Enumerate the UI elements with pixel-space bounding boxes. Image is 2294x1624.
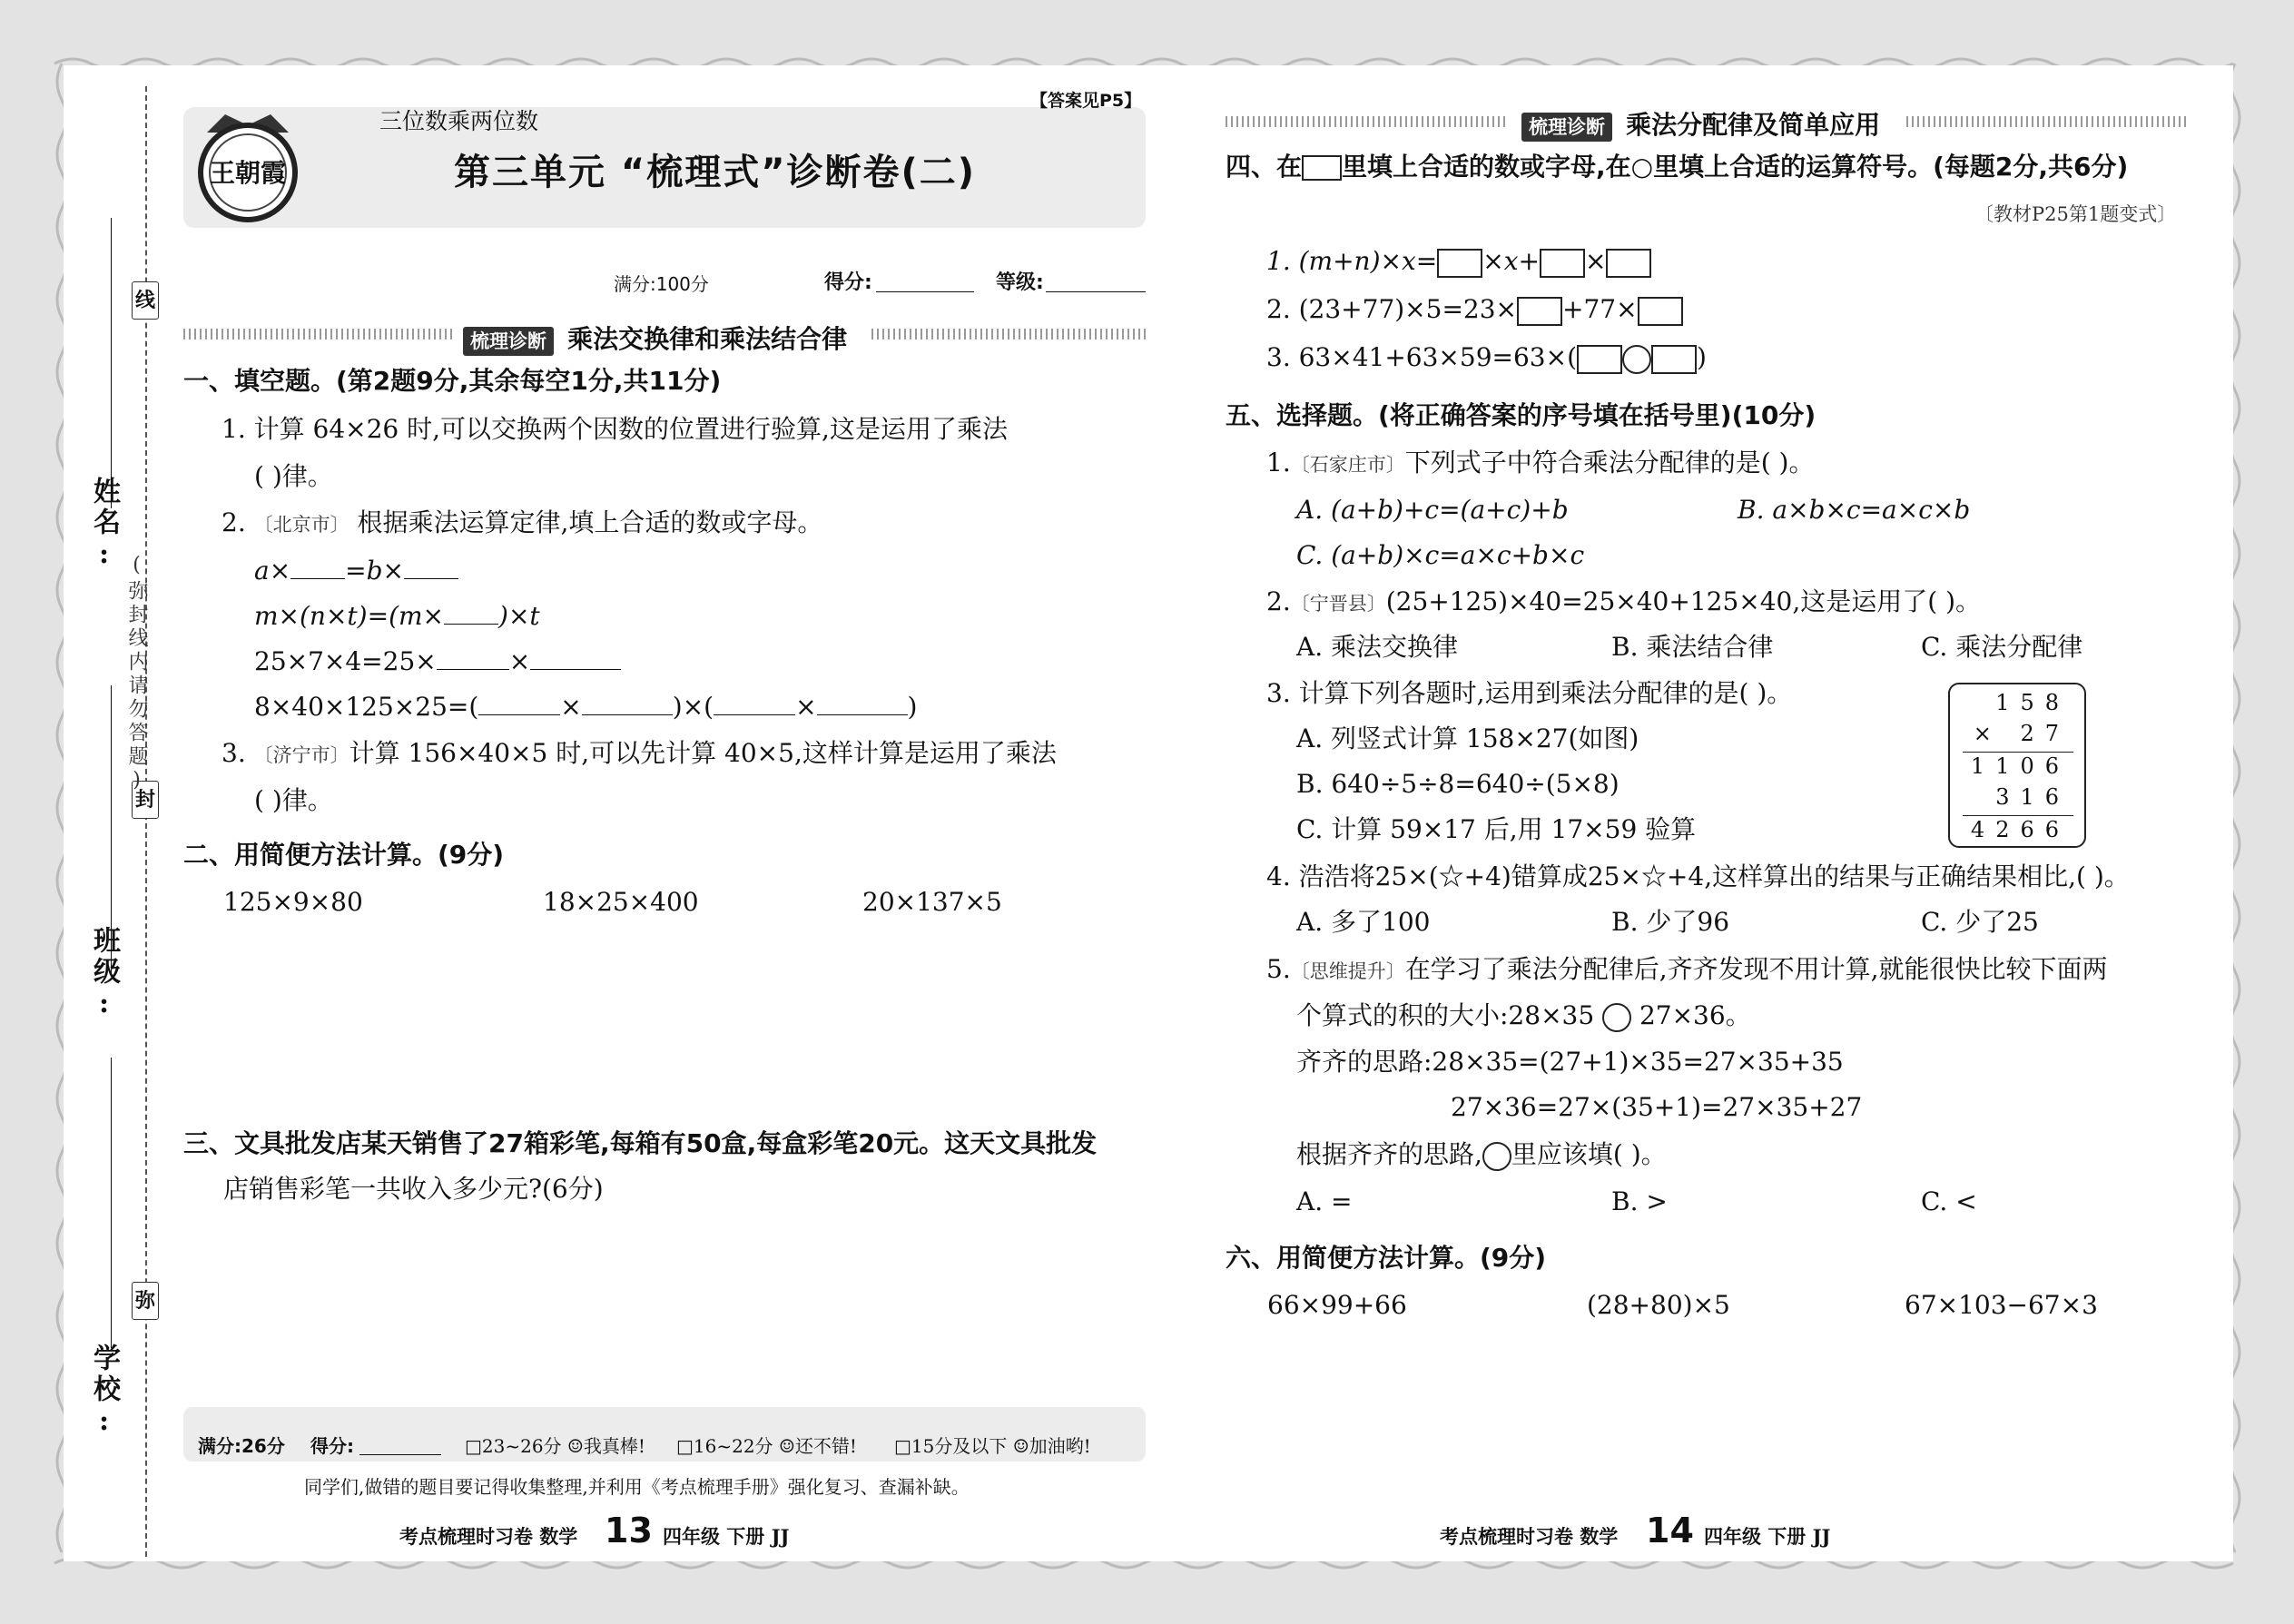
q1-2-number: 2. <box>222 507 246 537</box>
q5-1-source: 〔石家庄市〕 <box>1290 454 1405 476</box>
svg-text:王朝霞: 王朝霞 <box>209 158 287 188</box>
score-field[interactable] <box>876 291 974 292</box>
q5-2-option-a[interactable]: A. 乘法交换律 <box>1296 632 1459 662</box>
footer-left-a: 考点梳理时习卷 数学 <box>399 1525 578 1548</box>
q5-3-option-c[interactable]: C. 计算 59×17 后,用 17×59 验算 <box>1296 814 1697 844</box>
page-number-left: 13 <box>605 1511 653 1550</box>
bar-option-1[interactable] <box>465 1432 645 1458</box>
q6-item-3: 67×103−67×3 <box>1905 1290 2098 1320</box>
answer-box[interactable] <box>1540 249 1585 278</box>
q5-5-line-c: 齐齐的思路:28×35=(27+1)×35=27×35+35 <box>1296 1047 1844 1077</box>
blank[interactable] <box>437 645 509 670</box>
q2-title: 二、用简便方法计算。(9分) <box>183 840 505 870</box>
formula-part: )×( <box>672 692 714 722</box>
q5-5-e1: 根据齐齐的思路, <box>1296 1139 1482 1169</box>
answer-box[interactable] <box>1577 345 1622 374</box>
q6-title: 六、用简便方法计算。(9分) <box>1226 1243 1547 1273</box>
blank[interactable] <box>714 690 795 715</box>
vertical-calculation <box>1948 683 2086 848</box>
q5-5-b2: 27×36。 <box>1639 1000 1751 1030</box>
q5-1: 1.〔石家庄市〕下列式子中符合乘法分配律的是( )。 <box>1266 448 1815 477</box>
exam-paper <box>64 65 2233 1561</box>
q5-4-option-b[interactable]: B. 少了96 <box>1611 907 1730 937</box>
q5-3-option-a[interactable]: A. 列竖式计算 158×27(如图) <box>1296 723 1639 753</box>
q5-2: 2.〔宁晋县〕(25+125)×40=25×40+125×40,这是运用了( )。 <box>1266 586 1982 616</box>
calc-row: 316 <box>1995 784 2070 810</box>
q4-source: 〔教材P25第1题变式〕 <box>1974 203 2177 225</box>
q4-3 <box>1266 341 1707 374</box>
q1-3-line-b: ( )律。 <box>254 785 333 815</box>
blank[interactable] <box>290 554 345 579</box>
q5-5-line-a: 5.〔思维提升〕在学习了乘法分配律后,齐齐发现不用计算,就能很快比较下面两 <box>1266 954 2108 984</box>
blank[interactable] <box>582 690 673 715</box>
name-label: 姓名: <box>88 477 120 574</box>
seal-seal-mark: 封 <box>132 781 159 819</box>
q5-title: 五、选择题。(将正确答案的序号填在括号里)(10分) <box>1226 400 1816 430</box>
school-label: 学校: <box>88 1343 120 1441</box>
q5-5-b1: 个算式的积的大小:28×35 <box>1296 1000 1595 1030</box>
bar-option-2-text: 还不错! <box>794 1435 857 1457</box>
q5-1-option-b[interactable]: B. a×b×c=a×c×b <box>1738 495 1971 525</box>
q1-2-line <box>222 507 822 541</box>
circle-symbol <box>1482 1142 1511 1171</box>
answer-box[interactable] <box>1651 345 1697 374</box>
grade-label: 等级: <box>996 271 1044 294</box>
q5-2-option-b[interactable]: B. 乘法结合律 <box>1611 632 1774 662</box>
answer-box[interactable] <box>1517 297 1562 326</box>
q1-1-line-a: 1. 计算 64×26 时,可以交换两个因数的位置进行验算,这是运用了乘法 <box>222 414 1008 444</box>
section-title: 乘法分配律及简单应用 <box>1626 110 1881 140</box>
answer-reference: 【答案见P5】 <box>1030 91 1142 111</box>
section-tag: 梳理诊断 <box>463 327 554 356</box>
q4-1 <box>1266 245 1651 278</box>
bar-score-field[interactable] <box>359 1454 441 1455</box>
smile-icon: ☺ <box>778 1435 795 1457</box>
q1-3-source: 〔济宁市〕 <box>253 744 350 766</box>
answer-circle[interactable] <box>1622 345 1651 374</box>
q5-4-option-c[interactable]: C. 少了25 <box>1921 907 2039 937</box>
footer-right-a: 考点梳理时习卷 数学 <box>1440 1525 1619 1548</box>
bar-option-3-label: □15分及以下 <box>894 1435 1008 1457</box>
blank[interactable] <box>530 645 621 670</box>
q5-5-source: 〔思维提升〕 <box>1290 960 1405 982</box>
seal-line-mark: 线 <box>132 281 159 320</box>
calc-row: × 27 <box>1973 721 2070 746</box>
q5-5-option-a[interactable]: A. = <box>1296 1186 1353 1216</box>
bar-score-label: 得分: <box>310 1435 354 1457</box>
formula-part: +77× <box>1562 294 1638 324</box>
q3-line-a: 三、文具批发店某天销售了27箱彩笔,每箱有50盒,每盒彩笔20元。这天文具批发 <box>183 1128 1098 1158</box>
blank[interactable] <box>478 690 560 715</box>
q5-1-option-a[interactable]: A. (a+b)+c=(a+c)+b <box>1296 495 1569 525</box>
q5-3-option-b[interactable]: B. 640÷5÷8=640÷(5×8) <box>1296 769 1620 799</box>
class-label: 班级: <box>88 926 120 1023</box>
q5-2-text: (25+125)×40=25×40+125×40,这是运用了( )。 <box>1385 586 1982 616</box>
bar-option-1-label: □23~26分 <box>465 1435 562 1457</box>
calc-line <box>1963 752 2073 753</box>
formula-part: × <box>1584 246 1607 276</box>
seal-notice: (弥封线内请勿答题) <box>125 554 148 795</box>
q1-3-text: 计算 156×40×5 时,可以先计算 40×5,这样计算是运用了乘法 <box>349 738 1057 768</box>
q1-2-source: 〔北京市〕 <box>253 514 350 536</box>
q1-2-text: 根据乘法运算定律,填上合适的数或字母。 <box>357 507 823 537</box>
q2-item-2: 18×25×400 <box>543 887 699 917</box>
formula-part: a× <box>254 556 291 586</box>
footer-left-b: 四年级 下册 JJ <box>663 1525 790 1548</box>
formula-part: )×t <box>498 601 540 631</box>
q5-5-option-b[interactable]: B. > <box>1611 1186 1668 1216</box>
score-label: 得分: <box>824 271 872 294</box>
class-field[interactable] <box>111 685 112 976</box>
q5-5-e2: 里应该填( )。 <box>1511 1139 1667 1169</box>
full-score: 满分:100分 <box>614 273 709 295</box>
formula-part: 25×7×4=25× <box>254 646 437 676</box>
answer-box[interactable] <box>1437 249 1482 278</box>
bar-full-score: 满分:26分 <box>198 1435 285 1457</box>
q5-2-source: 〔宁晋县〕 <box>1290 593 1386 615</box>
seal-mi-mark: 弥 <box>132 1282 159 1320</box>
q3-line-b: 店销售彩笔一共收入多少元?(6分) <box>223 1174 604 1204</box>
unit-subtitle: 三位数乘两位数 <box>379 108 539 134</box>
bar-option-3[interactable] <box>894 1432 1091 1458</box>
formula-part: 1. (m+n)×x= <box>1266 246 1438 276</box>
q5-5-line-b <box>1296 999 1751 1032</box>
q4-title <box>1226 151 2128 183</box>
q1-title: 一、填空题。(第2题9分,其余每空1分,共11分) <box>183 366 722 396</box>
q1-2-formula-3 <box>254 645 621 678</box>
answer-box[interactable] <box>1606 249 1651 278</box>
blank[interactable] <box>817 690 908 715</box>
bar-option-2-label: □16~22分 <box>676 1435 773 1457</box>
blank[interactable] <box>444 599 498 625</box>
q5-5-text: 在学习了乘法分配律后,齐齐发现不用计算,就能很快比较下面两 <box>1404 954 2108 984</box>
q1-2-formula-1 <box>254 554 458 587</box>
formula-part: 3. 63×41+63×59=63×( <box>1266 342 1577 372</box>
section-heading-right <box>1521 105 1880 142</box>
formula-part: × <box>560 692 582 722</box>
box-symbol <box>1302 155 1342 181</box>
q6-item-1: 66×99+66 <box>1267 1290 1407 1320</box>
exam-title: 第三单元 “梳理式”诊断卷(二) <box>454 152 977 193</box>
brand-logo <box>189 107 307 227</box>
calc-row: 4266 <box>1970 817 2070 842</box>
reminder-text: 同学们,做错的题目要记得收集整理,并利用《考点梳理手册》强化复习、查漏补缺。 <box>304 1476 970 1498</box>
section-hatch-left <box>183 329 456 340</box>
section-hatch-left-2 <box>871 329 1146 340</box>
page-number-right: 14 <box>1646 1511 1694 1550</box>
formula-part: 8×40×125×25=( <box>254 692 479 722</box>
q4-title-b: 里填上合适的数或字母,在○里填上合适的运算符号。(每题2分,共6分) <box>1342 152 2129 182</box>
q6-item-2: (28+80)×5 <box>1587 1290 1730 1320</box>
calc-row: 1106 <box>1970 753 2070 779</box>
q2-item-1: 125×9×80 <box>223 887 363 917</box>
blank[interactable] <box>404 554 458 579</box>
compare-circle[interactable] <box>1602 1003 1631 1032</box>
bar-option-1-text: 我真棒! <box>583 1435 645 1457</box>
q5-4: 4. 浩浩将25×(☆+4)错算成25×☆+4,这样算出的结果与正确结果相比,( )。 <box>1266 861 2130 891</box>
calc-row: 158 <box>1995 690 2070 715</box>
formula-part: × <box>508 646 531 676</box>
bar-option-2[interactable] <box>676 1432 857 1458</box>
formula-part: m×(n×t)=(m× <box>254 601 445 631</box>
bar-option-3-text: 加油哟! <box>1029 1435 1091 1457</box>
footer-right-b: 四年级 下册 JJ <box>1704 1525 1831 1548</box>
q5-5-line-e <box>1296 1138 1667 1171</box>
formula-part: 2. (23+77)×5=23× <box>1266 294 1518 324</box>
q5-3: 3. 计算下列各题时,运用到乘法分配律的是( )。 <box>1266 678 1793 708</box>
section-title: 乘法交换律和乘法结合律 <box>567 324 848 354</box>
answer-box[interactable] <box>1638 297 1683 326</box>
q1-1-line-b: ( )律。 <box>254 461 333 491</box>
q5-1-option-c[interactable]: C. (a+b)×c=a×c+b×c <box>1296 540 1585 570</box>
q5-5-option-c[interactable]: C. < <box>1921 1186 1977 1216</box>
q5-4-option-a[interactable]: A. 多了100 <box>1296 907 1431 937</box>
q5-1-text: 下列式子中符合乘法分配律的是( )。 <box>1404 448 1815 477</box>
smile-icon: ☺ <box>566 1435 584 1457</box>
q1-3-line-a <box>222 737 1057 772</box>
section-heading-left <box>463 320 847 356</box>
name-field[interactable] <box>111 218 112 508</box>
calc-line <box>1963 815 2073 816</box>
q1-2-formula-4 <box>254 690 917 723</box>
q1-2-formula-2 <box>254 599 540 633</box>
formula-part: ) <box>907 692 918 722</box>
formula-part: =b× <box>345 556 405 586</box>
smile-icon: ☺ <box>1012 1435 1029 1457</box>
section-hatch-right-2 <box>1906 116 2188 127</box>
formula-part: × <box>795 692 817 722</box>
section-tag: 梳理诊断 <box>1521 113 1612 142</box>
q5-2-option-c[interactable]: C. 乘法分配律 <box>1921 632 2083 662</box>
formula-part: ) <box>1697 342 1707 372</box>
q5-5-line-d: 27×36=27×(35+1)=27×35+27 <box>1451 1092 1863 1122</box>
q2-item-3: 20×137×5 <box>862 887 1002 917</box>
formula-part: ×x+ <box>1482 246 1540 276</box>
q1-3-number: 3. <box>222 738 246 768</box>
q4-2 <box>1266 293 1683 326</box>
q4-title-a: 四、在 <box>1226 152 1303 182</box>
section-hatch-right <box>1226 116 1507 127</box>
grade-field[interactable] <box>1046 291 1146 292</box>
school-field[interactable] <box>111 1058 112 1348</box>
